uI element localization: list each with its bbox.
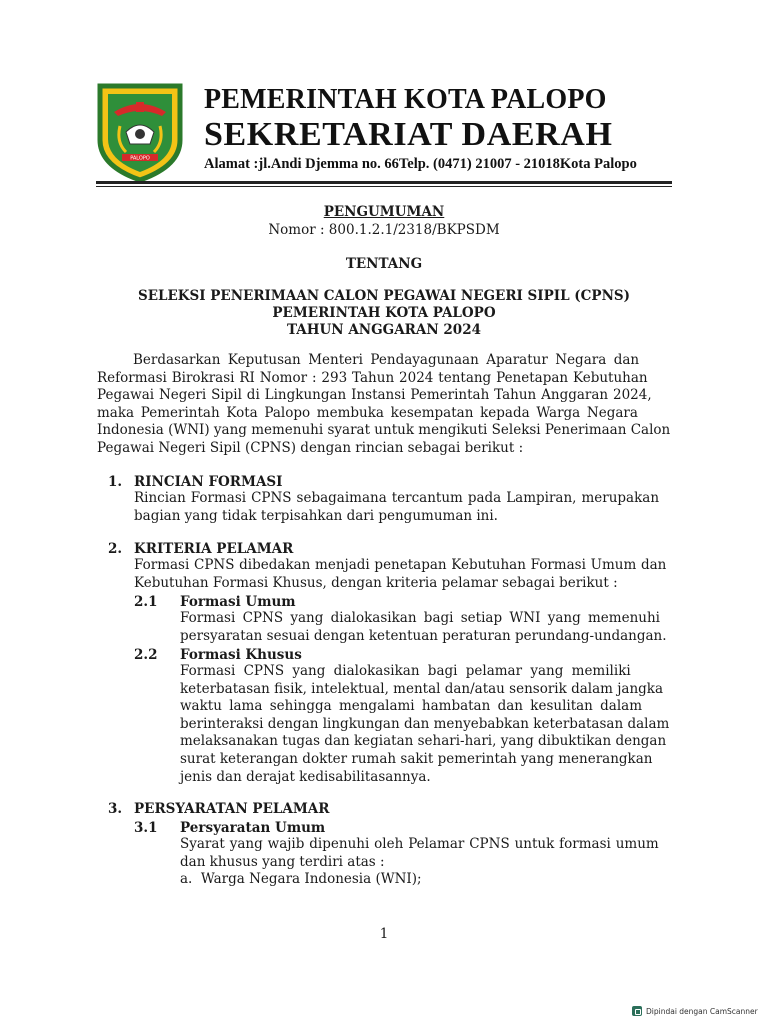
text-line: keterbatasan fisik, intelektual, mental dan/atau sensorik dalam jangka xyxy=(180,680,664,697)
text-line: melaksanakan tugas dan kegiatan sehari-hari, yang dibuktikan dengan xyxy=(180,733,667,750)
announcement-number: Nomor : 800.1.2.1/2318/BKPSDM xyxy=(268,222,500,238)
section-2-number: 2. xyxy=(108,541,123,557)
text-line: surat keterangan dokter rumah sakit pemerintah yang menerangkan xyxy=(180,750,653,767)
text-line: waktu lama sehingga mengalami hambatan dan kesulitan dalam xyxy=(180,698,643,715)
subsection-3-1-body xyxy=(180,836,671,889)
text-line: Kebutuhan Formasi Khusus, dengan kriteria pelamar sebagai berikut : xyxy=(134,574,618,591)
letterhead-office: SEKRETARIAT DAERAH xyxy=(204,116,613,153)
text-line: persyaratan sesuai dengan ketentuan peraturan perundang-undangan. xyxy=(180,627,667,644)
page-number: 1 xyxy=(379,926,389,942)
subsection-3-1-number: 3.1 xyxy=(134,820,158,836)
section-1-body xyxy=(134,490,671,525)
section-1-title: RINCIAN FORMASI xyxy=(134,474,283,490)
section-2-title: KRITERIA PELAMAR xyxy=(134,541,294,557)
text-line: berinteraksi dengan lingkungan dan menyebabkan keterbatasan dalam xyxy=(180,715,670,732)
letterhead-address: Alamat :jl.Andi Djemma no. 66Telp. (0471) 21007 - 21018Kota Palopo xyxy=(204,156,637,172)
list-item: a. Warga Negara Indonesia (WNI); xyxy=(180,871,422,888)
announcement-subject-line: SELEKSI PENERIMAAN CALON PEGAWAI NEGERI SIPIL (CPNS) xyxy=(137,288,631,304)
text-line: Pegawai Negeri Sipil di Lingkungan Instansi Pemerintah Tahun Anggaran 2024, xyxy=(97,387,652,404)
text-line: maka Pemerintah Kota Palopo membuka kesempatan kepada Warga Negara xyxy=(97,404,638,421)
text-line: Pegawai Negeri Sipil (CPNS) dengan rincian sebagai berikut : xyxy=(97,439,524,456)
announcement-heading: PENGUMUMAN xyxy=(323,204,445,220)
text-line: dan khusus yang terdiri atas : xyxy=(180,853,385,870)
camscanner-icon xyxy=(632,1006,642,1016)
text-line: jenis dan derajat kedisabilitasannya. xyxy=(180,768,431,785)
intro-paragraph xyxy=(97,352,671,458)
text-line: Formasi CPNS dibedakan menjadi penetapan Kebutuhan Formasi Umum dan xyxy=(134,557,667,573)
text-line: Reformasi Birokrasi RI Nomor : 293 Tahun 2024 tentang Penetapan Kebutuhan xyxy=(97,369,648,386)
palopo-city-emblem-icon xyxy=(96,82,184,182)
logo-ribbon-text: PALOPO xyxy=(130,155,150,162)
subsection-2-2-number: 2.2 xyxy=(134,647,158,663)
subsection-2-1-title: Formasi Umum xyxy=(180,594,296,610)
announcement-about: TENTANG xyxy=(345,256,423,272)
subsection-2-2-title: Formasi Khusus xyxy=(180,647,302,663)
text-line: Indonesia (WNI) yang memenuhi syarat untuk mengikuti Seleksi Penerimaan Calon xyxy=(97,422,671,439)
section-1-number: 1. xyxy=(108,474,123,490)
scanner-watermark xyxy=(632,1004,758,1018)
text-line: Rincian Formasi CPNS sebagaimana tercantum pada Lampiran, merupakan xyxy=(134,490,660,506)
section-3-title: PERSYARATAN PELAMAR xyxy=(134,801,330,817)
letterhead xyxy=(96,78,676,188)
text-line: Formasi CPNS yang dialokasikan bagi setiap WNI yang memenuhi xyxy=(180,610,660,626)
text-line: Formasi CPNS yang dialokasikan bagi pelamar yang memiliki xyxy=(180,663,631,679)
letterhead-divider-thin xyxy=(96,186,672,187)
text-line: Syarat yang wajib dipenuhi oleh Pelamar CPNS untuk formasi umum xyxy=(180,836,659,852)
subsection-2-2-body xyxy=(180,663,671,786)
text-line: bagian yang tidak terpisahkan dari pengumuman ini. xyxy=(134,507,498,524)
subsection-2-1-body xyxy=(180,610,671,645)
subsection-2-1-number: 2.1 xyxy=(134,594,158,610)
letterhead-divider-thick xyxy=(96,181,672,184)
announcement-subject-line: TAHUN ANGGARAN 2024 xyxy=(286,322,481,338)
section-3-number: 3. xyxy=(108,801,123,817)
letterhead-government: PEMERINTAH KOTA PALOPO xyxy=(204,84,607,115)
section-2-body xyxy=(134,557,671,592)
subsection-3-1-title: Persyaratan Umum xyxy=(180,820,326,836)
text-line: Berdasarkan Keputusan Menteri Pendayagunaan Aparatur Negara dan xyxy=(133,352,640,368)
announcement-subject-line: PEMERINTAH KOTA PALOPO xyxy=(272,305,496,321)
scanner-watermark-text: Dipindai dengan CamScanner xyxy=(646,1006,758,1016)
